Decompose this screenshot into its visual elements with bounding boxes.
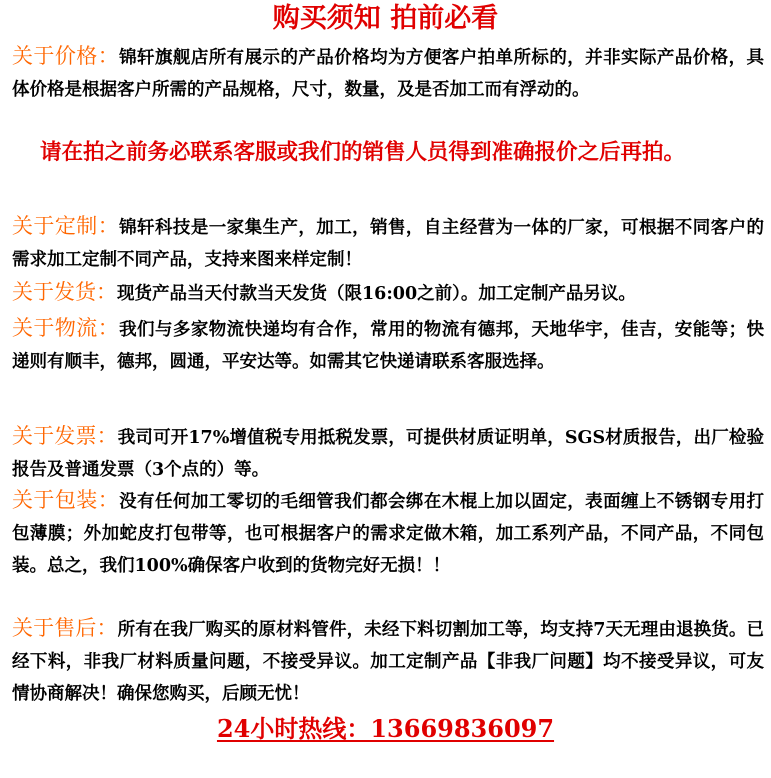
section-packaging-text: 没有任何加工零切的毛细管我们都会绑在木棍上加以固定，表面缠上不锈钢专用打包薄膜；外加蛇皮打包带等，也可根据客户的需求定做木箱，加工系列产品，不同产品，不同包装。总之，我们100%确保客户收到的货物完好无损！！ — [12, 492, 764, 576]
section-price — [12, 40, 764, 106]
section-aftersales-text: 所有在我厂购买的原材料管件，未经下料切割加工等，均支持7天无理由退换货。已经下料，非我厂材料质量问题，不接受异议。加工定制产品【非我厂问题】均不接受异议，可友情协商解决！确保您购买，后顾无忧！ — [12, 620, 764, 704]
section-price-label: 关于价格： — [12, 44, 120, 68]
section-logistics — [12, 312, 764, 378]
section-aftersales — [12, 612, 764, 710]
section-shipping-label: 关于发货： — [12, 280, 117, 304]
quote-notice: 请在拍之前务必联系客服或我们的销售人员得到准确报价之后再拍。 — [40, 140, 686, 165]
section-invoice-label: 关于发票： — [12, 424, 118, 448]
section-shipping-text: 现货产品当天付款当天发货（限16:00之前）。加工定制产品另议。 — [117, 284, 636, 304]
section-packaging-label: 关于包装： — [12, 488, 120, 512]
section-packaging — [12, 484, 764, 582]
section-invoice-text: 我司可开17%增值税专用抵税发票，可提供材质证明单，SGS材质报告，出厂检验报告及普通发票（3个点的）等。 — [12, 428, 764, 480]
section-logistics-label: 关于物流： — [12, 316, 120, 340]
section-price-text: 锦轩旗舰店所有展示的产品价格均为方便客户拍单所标的，并非实际产品价格，具体价格是根据客户所需的产品规格，尺寸，数量，及是否加工而有浮动的。 — [12, 48, 764, 100]
hotline-text: 24小时热线：13669836097 — [216, 714, 555, 743]
section-custom-label: 关于定制： — [12, 214, 120, 238]
section-aftersales-label: 关于售后： — [12, 616, 118, 640]
section-custom — [12, 210, 764, 276]
page-title: 购买须知 拍前必看 — [272, 3, 499, 34]
hotline — [0, 713, 771, 745]
section-logistics-text: 我们与多家物流快递均有合作，常用的物流有德邦，天地华宇，佳吉，安能等；快递则有顺丰，德邦，圆通，平安达等。如需其它快递请联系客服选择。 — [12, 320, 764, 372]
section-invoice — [12, 420, 764, 486]
section-shipping — [12, 276, 764, 310]
section-custom-text: 锦轩科技是一家集生产，加工，销售，自主经营为一体的厂家，可根据不同客户的需求加工定制不同产品，支持来图来样定制！ — [12, 218, 764, 270]
